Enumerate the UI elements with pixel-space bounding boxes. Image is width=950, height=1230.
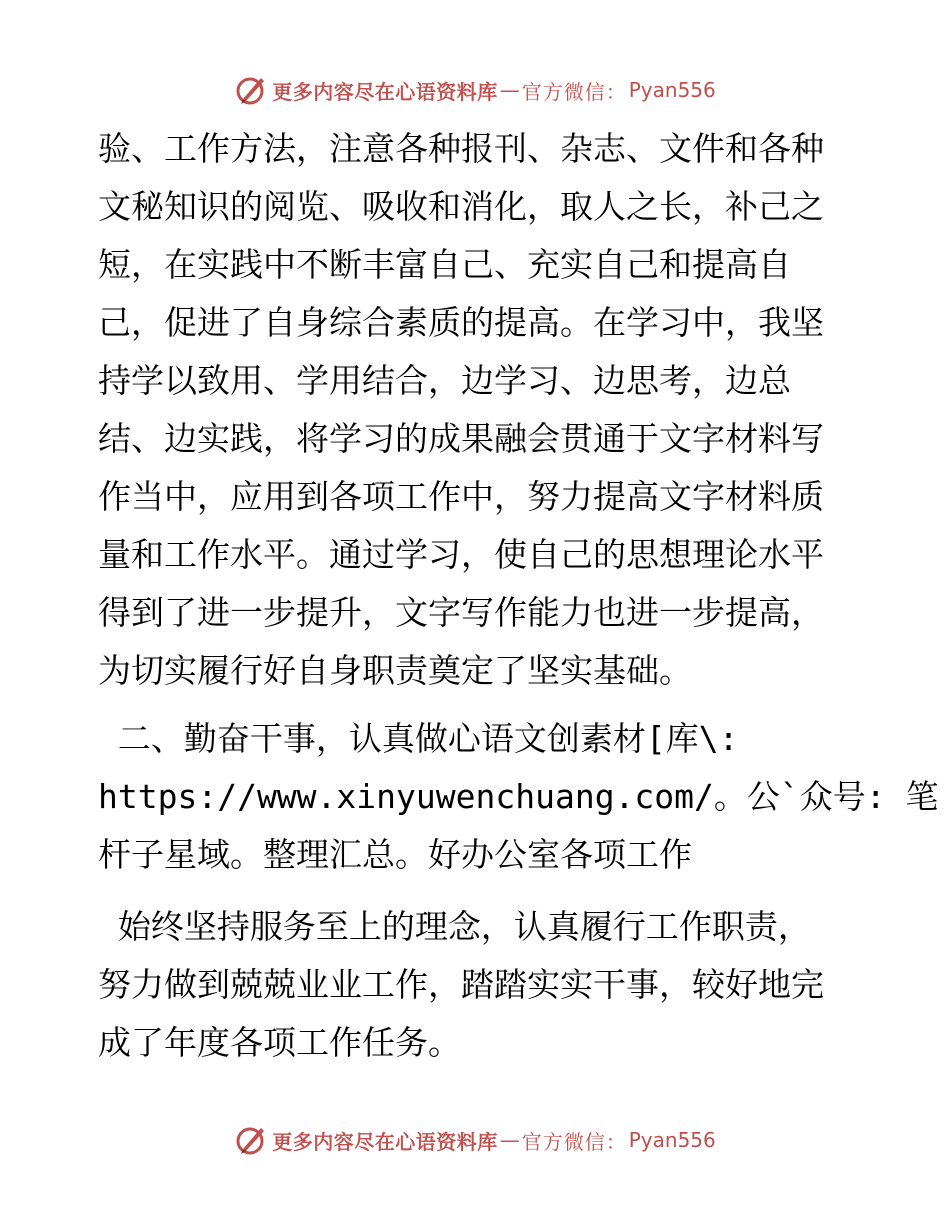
text-line: 得到了进一步提升，文字写作能力也进一步提高， <box>98 593 824 632</box>
banner-wechat-id: Pyan556 <box>628 78 716 102</box>
pen-circle-logo-icon <box>234 73 268 107</box>
section-heading-line: 二、勤奋干事，认真做心语文创素材[库\: <box>98 719 739 758</box>
text-line: 文秘知识的阅览、吸收和消化，取人之长，补己之 <box>98 187 824 226</box>
url-line: https://www.xinyuwenchuang.com/。公`众号: 笔 <box>98 777 939 816</box>
text-line: 成了年度各项工作任务。 <box>98 1023 461 1062</box>
text-line: 为切实履行好自身职责奠定了坚实基础。 <box>98 651 692 690</box>
banner-site-name: 更多内容尽在心语资料库 <box>272 79 498 104</box>
pen-circle-logo-icon <box>234 1123 268 1157</box>
text-line: 己，促进了自身综合素质的提高。在学习中，我坚 <box>98 303 824 342</box>
document-body <box>98 120 939 1072</box>
paragraph-section-heading <box>98 710 939 884</box>
text-line: 量和工作水平。通过学习，使自己的思想理论水平 <box>98 535 824 574</box>
paragraph-study <box>98 120 850 700</box>
text-line: 短，在实践中不断丰富自己、充实自己和提高自 <box>98 245 791 284</box>
text-line: 努力做到兢兢业业工作，踏踏实实干事，较好地完 <box>98 965 824 1004</box>
banner-site-name: 更多内容尽在心语资料库 <box>272 1129 498 1154</box>
banner-wechat-id: Pyan556 <box>628 1128 716 1152</box>
text-line: 结、边实践，将学习的成果融会贯通于文字材料写 <box>98 419 824 458</box>
paragraph-service <box>98 898 850 1072</box>
text-line: 作当中，应用到各项工作中，努力提高文字材料质 <box>98 477 824 516</box>
text-line: 验、工作方法，注意各种报刊、杂志、文件和各种 <box>98 129 824 168</box>
banner-dash: — <box>499 78 520 102</box>
banner-wechat-label: 官方微信： <box>521 79 627 104</box>
banner-dash: — <box>499 1128 520 1152</box>
header-banner <box>0 70 950 110</box>
banner-wechat-label: 官方微信： <box>521 1129 627 1154</box>
text-line: 杆子星域。整理汇总。好办公室各项工作 <box>98 835 692 874</box>
text-line: 持学以致用、学用结合，边学习、边思考，边总 <box>98 361 791 400</box>
footer-banner <box>0 1120 950 1160</box>
text-line: 始终坚持服务至上的理念，认真履行工作职责， <box>98 907 811 946</box>
